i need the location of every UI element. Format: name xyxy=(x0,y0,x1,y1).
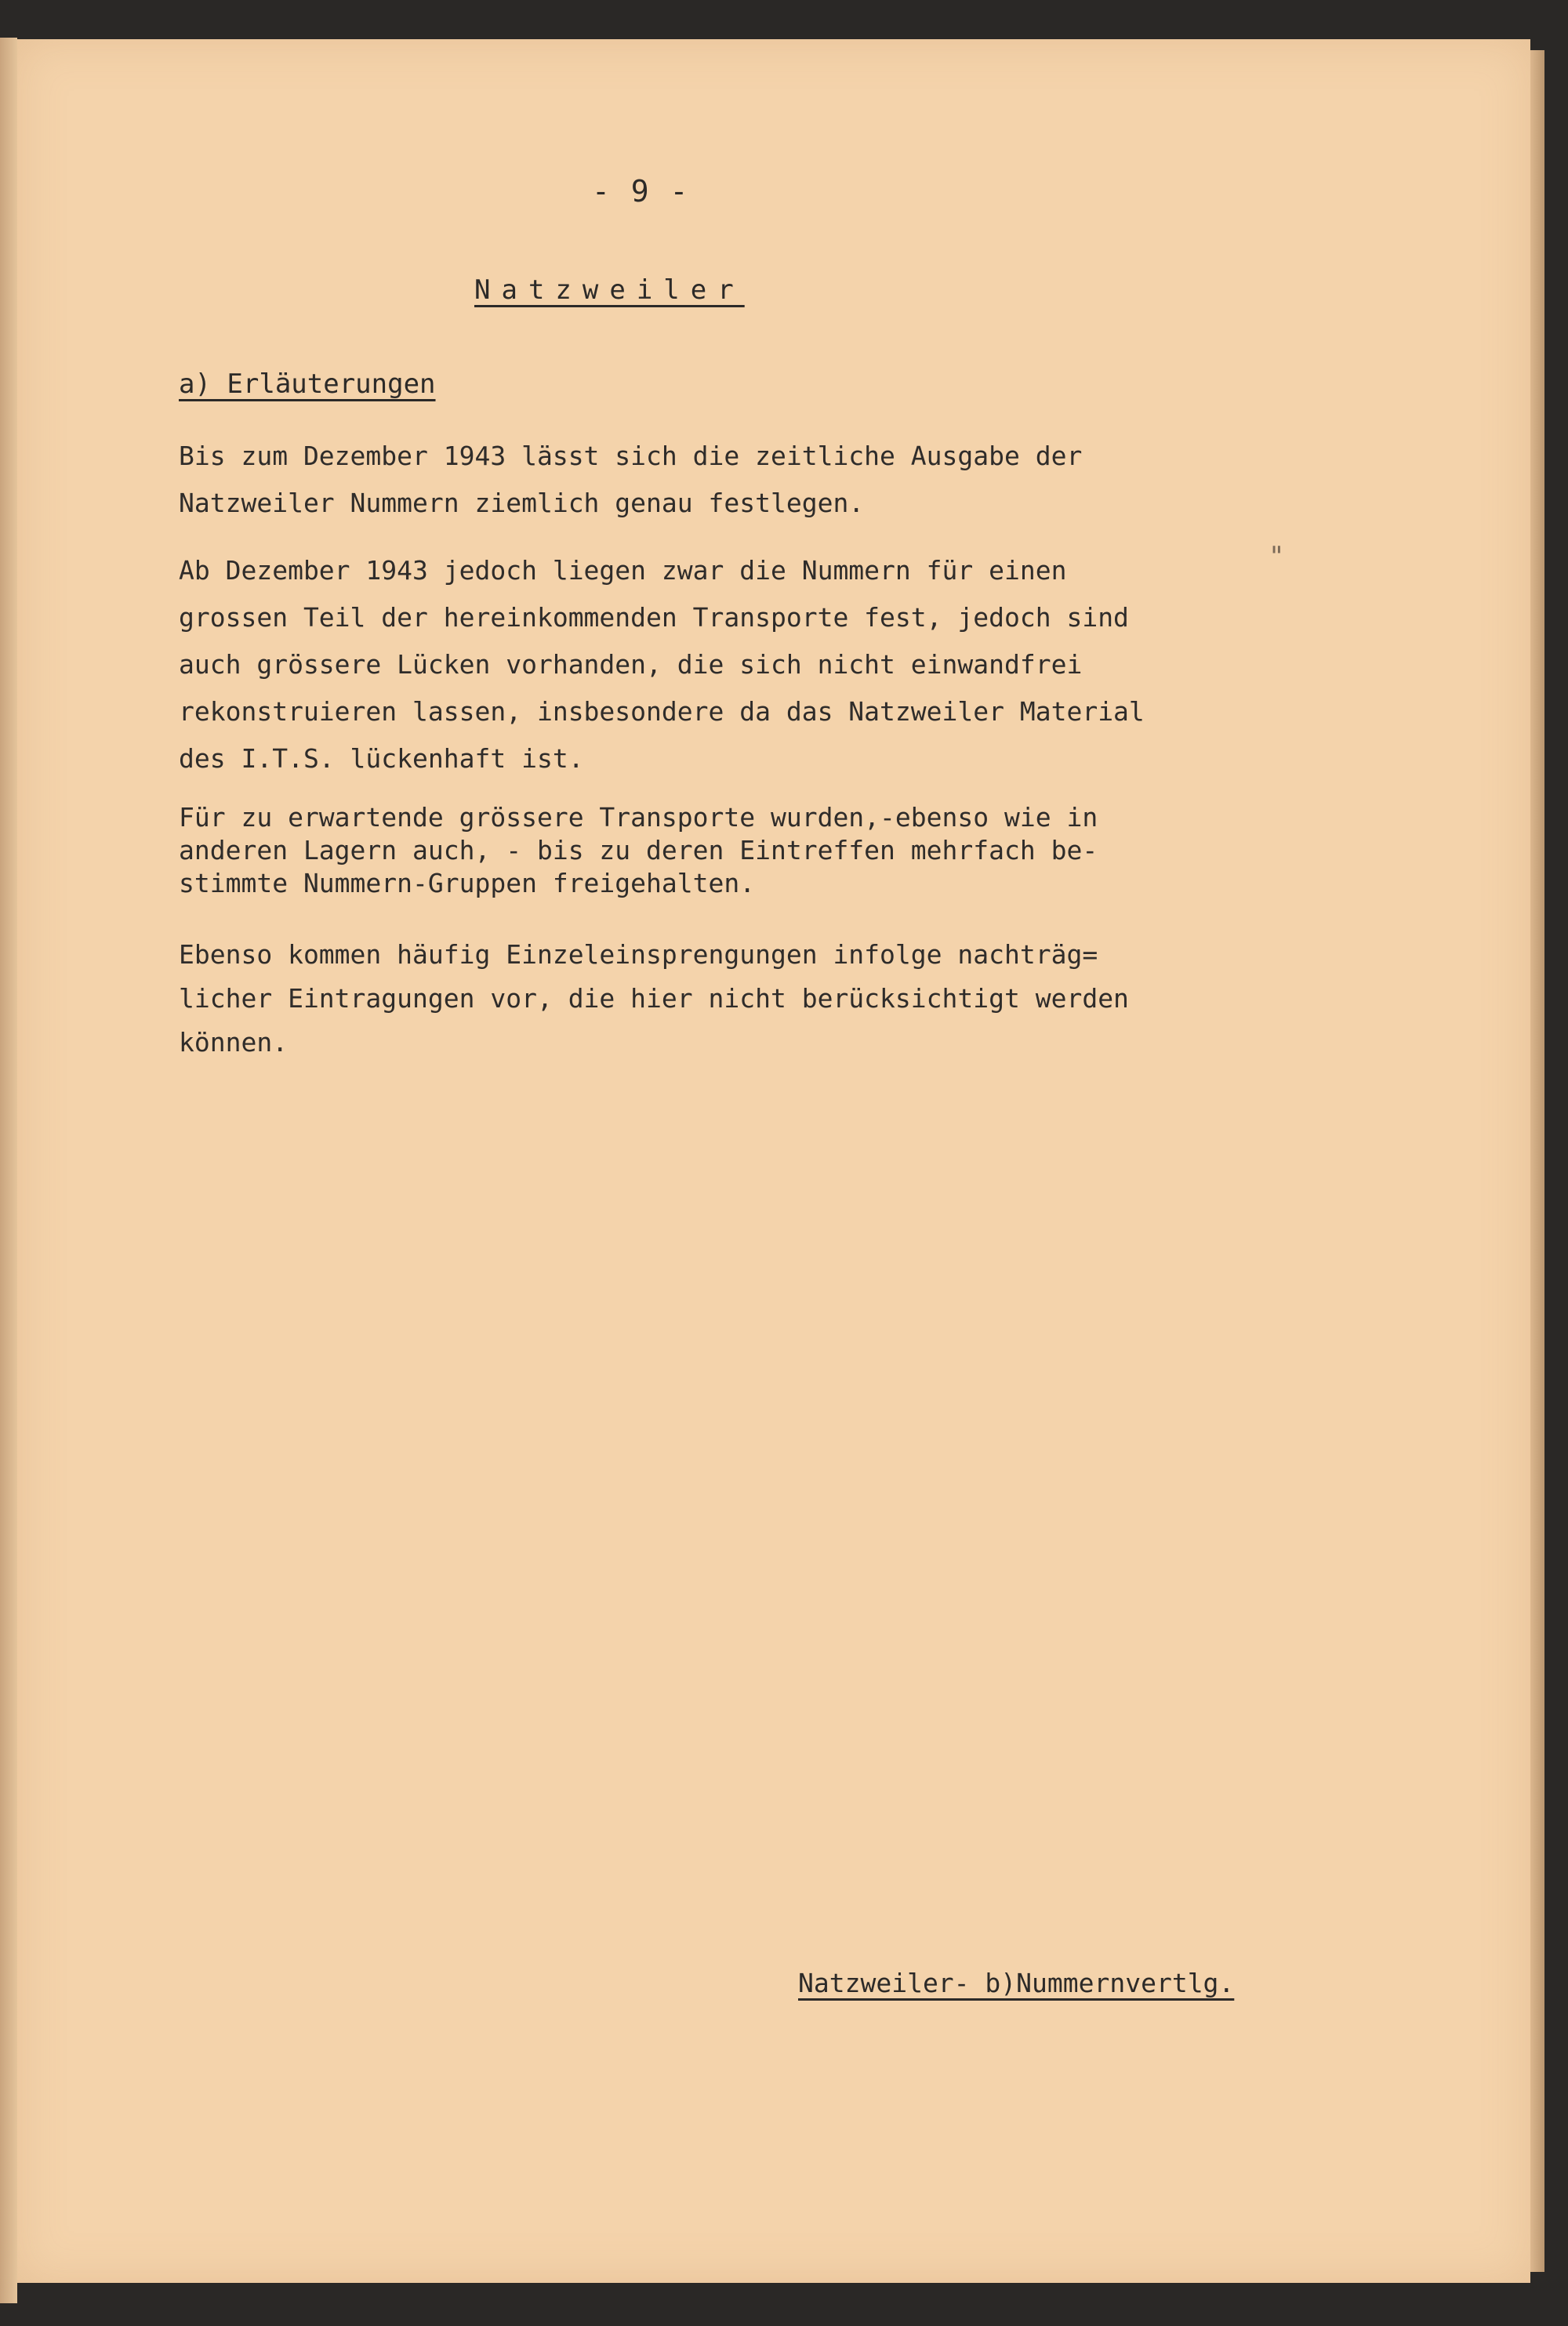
paragraph-line: grossen Teil der hereinkommenden Transporte fest, jedoch sind xyxy=(179,602,1129,633)
page-right-edge xyxy=(1530,50,1544,2272)
paragraph-line: licher Eintragungen vor, die hier nicht berücksichtigt werden xyxy=(179,983,1129,1014)
paragraph-line: Natzweiler Nummern ziemlich genau festlegen. xyxy=(179,488,865,518)
paragraph-3 xyxy=(179,801,1229,900)
section-heading: a) Erläuterungen xyxy=(179,368,436,400)
paragraph-line: stimmte Nummern-Gruppen freigehalten. xyxy=(179,868,756,898)
page-number: - 9 - xyxy=(592,174,690,209)
paragraph-line: Für zu erwartende grössere Transporte wurden,-ebenso wie in xyxy=(179,802,1098,833)
paragraph-2 xyxy=(179,547,1229,782)
paragraph-4 xyxy=(179,933,1229,1065)
paragraph-line: rekonstruieren lassen, insbesondere da das Natzweiler Material xyxy=(179,696,1145,727)
paragraph-line: anderen Lagern auch, - bis zu deren Eintreffen mehrfach be- xyxy=(179,835,1098,865)
paragraph-line: Ebenso kommen häufig Einzeleinsprengungen infolge nachträg= xyxy=(179,939,1098,970)
paragraph-line: des I.T.S. lückenhaft ist. xyxy=(179,743,584,774)
paragraph-line: können. xyxy=(179,1027,289,1058)
footer-reference: Natzweiler- b)Nummernvertlg. xyxy=(798,1968,1235,1998)
paragraph-line: Ab Dezember 1943 jedoch liegen zwar die Nummern für einen xyxy=(179,555,1067,586)
paragraph-1 xyxy=(179,433,1229,527)
paragraph-line: auch grössere Lücken vorhanden, die sich nicht einwandfrei xyxy=(179,649,1083,680)
adjacent-page-edge xyxy=(0,38,17,2303)
document-title: Natzweiler xyxy=(474,274,745,306)
paragraph-line: Bis zum Dezember 1943 lässt sich die zeitliche Ausgabe der xyxy=(179,441,1083,471)
margin-mark: " xyxy=(1269,541,1285,572)
